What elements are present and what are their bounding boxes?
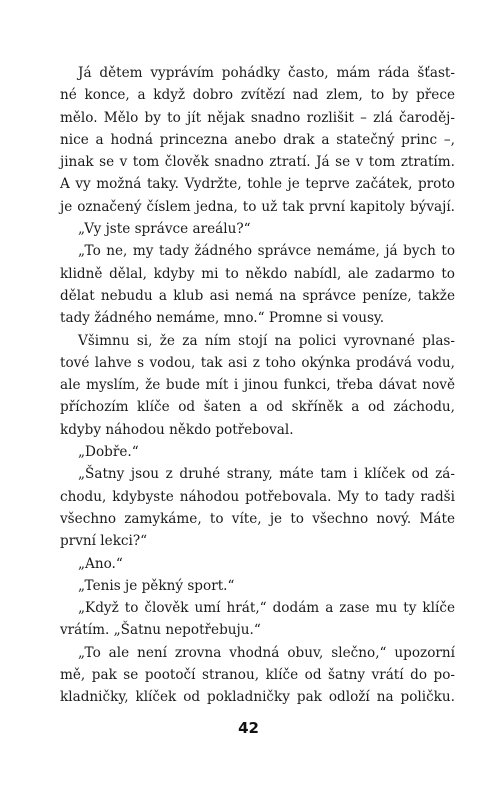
text-line: „Šatny jsou z druhé strany, máte tam i klíček od zá- [78, 466, 455, 483]
paragraph [42, 642, 455, 709]
text-line: ale myslím, že bude mít i jinou funkci, třeba dávat nově [60, 377, 455, 394]
text-line: A vy možná taky. Vydržte, tohle je teprve začátek, proto [60, 176, 455, 193]
paragraph [42, 330, 455, 441]
text-line: né konce, a když dobro zvítězí nad zlem, to by přece [60, 87, 455, 104]
text-line: nice a hodná princezna anebo drak a statečný princ –, [60, 131, 455, 148]
text-line: kladničky, klíček od pokladničky pak odloží na poličku. [60, 689, 455, 706]
text-line: „Když to člověk umí hrát,“ dodám a zase mu ty klíče [78, 600, 455, 617]
text-line: mě, pak se pootočí stranou, klíče od šatny vrátí do po- [60, 667, 455, 684]
text-line: „Dobře.“ [78, 444, 139, 461]
text-line: příchozím klíče od šaten a od skříněk a od záchodu, [60, 399, 455, 416]
text-line: „Vy jste správce areálu?“ [78, 221, 251, 238]
page-number: 42 [238, 719, 259, 737]
text-line: chodu, kdybyste náhodou potřebovala. My to tady radši [60, 488, 455, 505]
text-line: je označený číslem jedna, to už tak první kapitoly bývají. [60, 198, 455, 215]
text-line: tové lahve s vodou, tak asi z toho okýnka prodává vodu, [60, 354, 455, 371]
text-line: tady žádného nemáme, mno.“ Promne si vousy. [60, 310, 385, 327]
paragraph [42, 575, 455, 597]
paragraph [42, 463, 455, 552]
text-line: kdyby náhodou někdo potřeboval. [60, 421, 294, 438]
text-line: dělat nebudu a klub asi nemá na správce peníze, takže [60, 287, 455, 304]
text-line: vrátím. „Šatnu nepotřebuju.“ [60, 622, 261, 639]
paragraph [42, 62, 455, 218]
text-line: Všimnu si, že za ním stojí na polici vyrovnané plas- [78, 332, 455, 349]
paragraph [42, 240, 455, 329]
paragraph [42, 597, 455, 642]
paragraph [42, 218, 455, 240]
text-line: „To ne, my tady žádného správce nemáme, já bych to [78, 243, 455, 260]
text-line: mělo. Mělo by to jít nějak snadno rozlišit – zlá čaroděj- [60, 109, 455, 126]
book-page-text [42, 62, 455, 709]
text-line: klidně dělal, kdyby mi to někdo nabídl, ale zadarmo to [60, 265, 455, 282]
text-line: „To ale není zrovna vhodná obuv, slečno,“ upozorní [78, 644, 455, 661]
text-line: „Ano.“ [78, 555, 123, 572]
text-line: jinak se v tom člověk snadno ztratí. Já se v tom ztratím. [60, 154, 455, 171]
text-line: Já dětem vyprávím pohádky často, mám ráda šťast- [78, 65, 455, 81]
paragraph [42, 441, 455, 463]
paragraph [42, 553, 455, 575]
text-line: všechno zamykáme, to víte, je to všechno nový. Máte [60, 510, 455, 527]
text-line: první lekci?“ [60, 533, 148, 550]
text-line: „Tenis je pěkný sport.“ [78, 577, 235, 594]
